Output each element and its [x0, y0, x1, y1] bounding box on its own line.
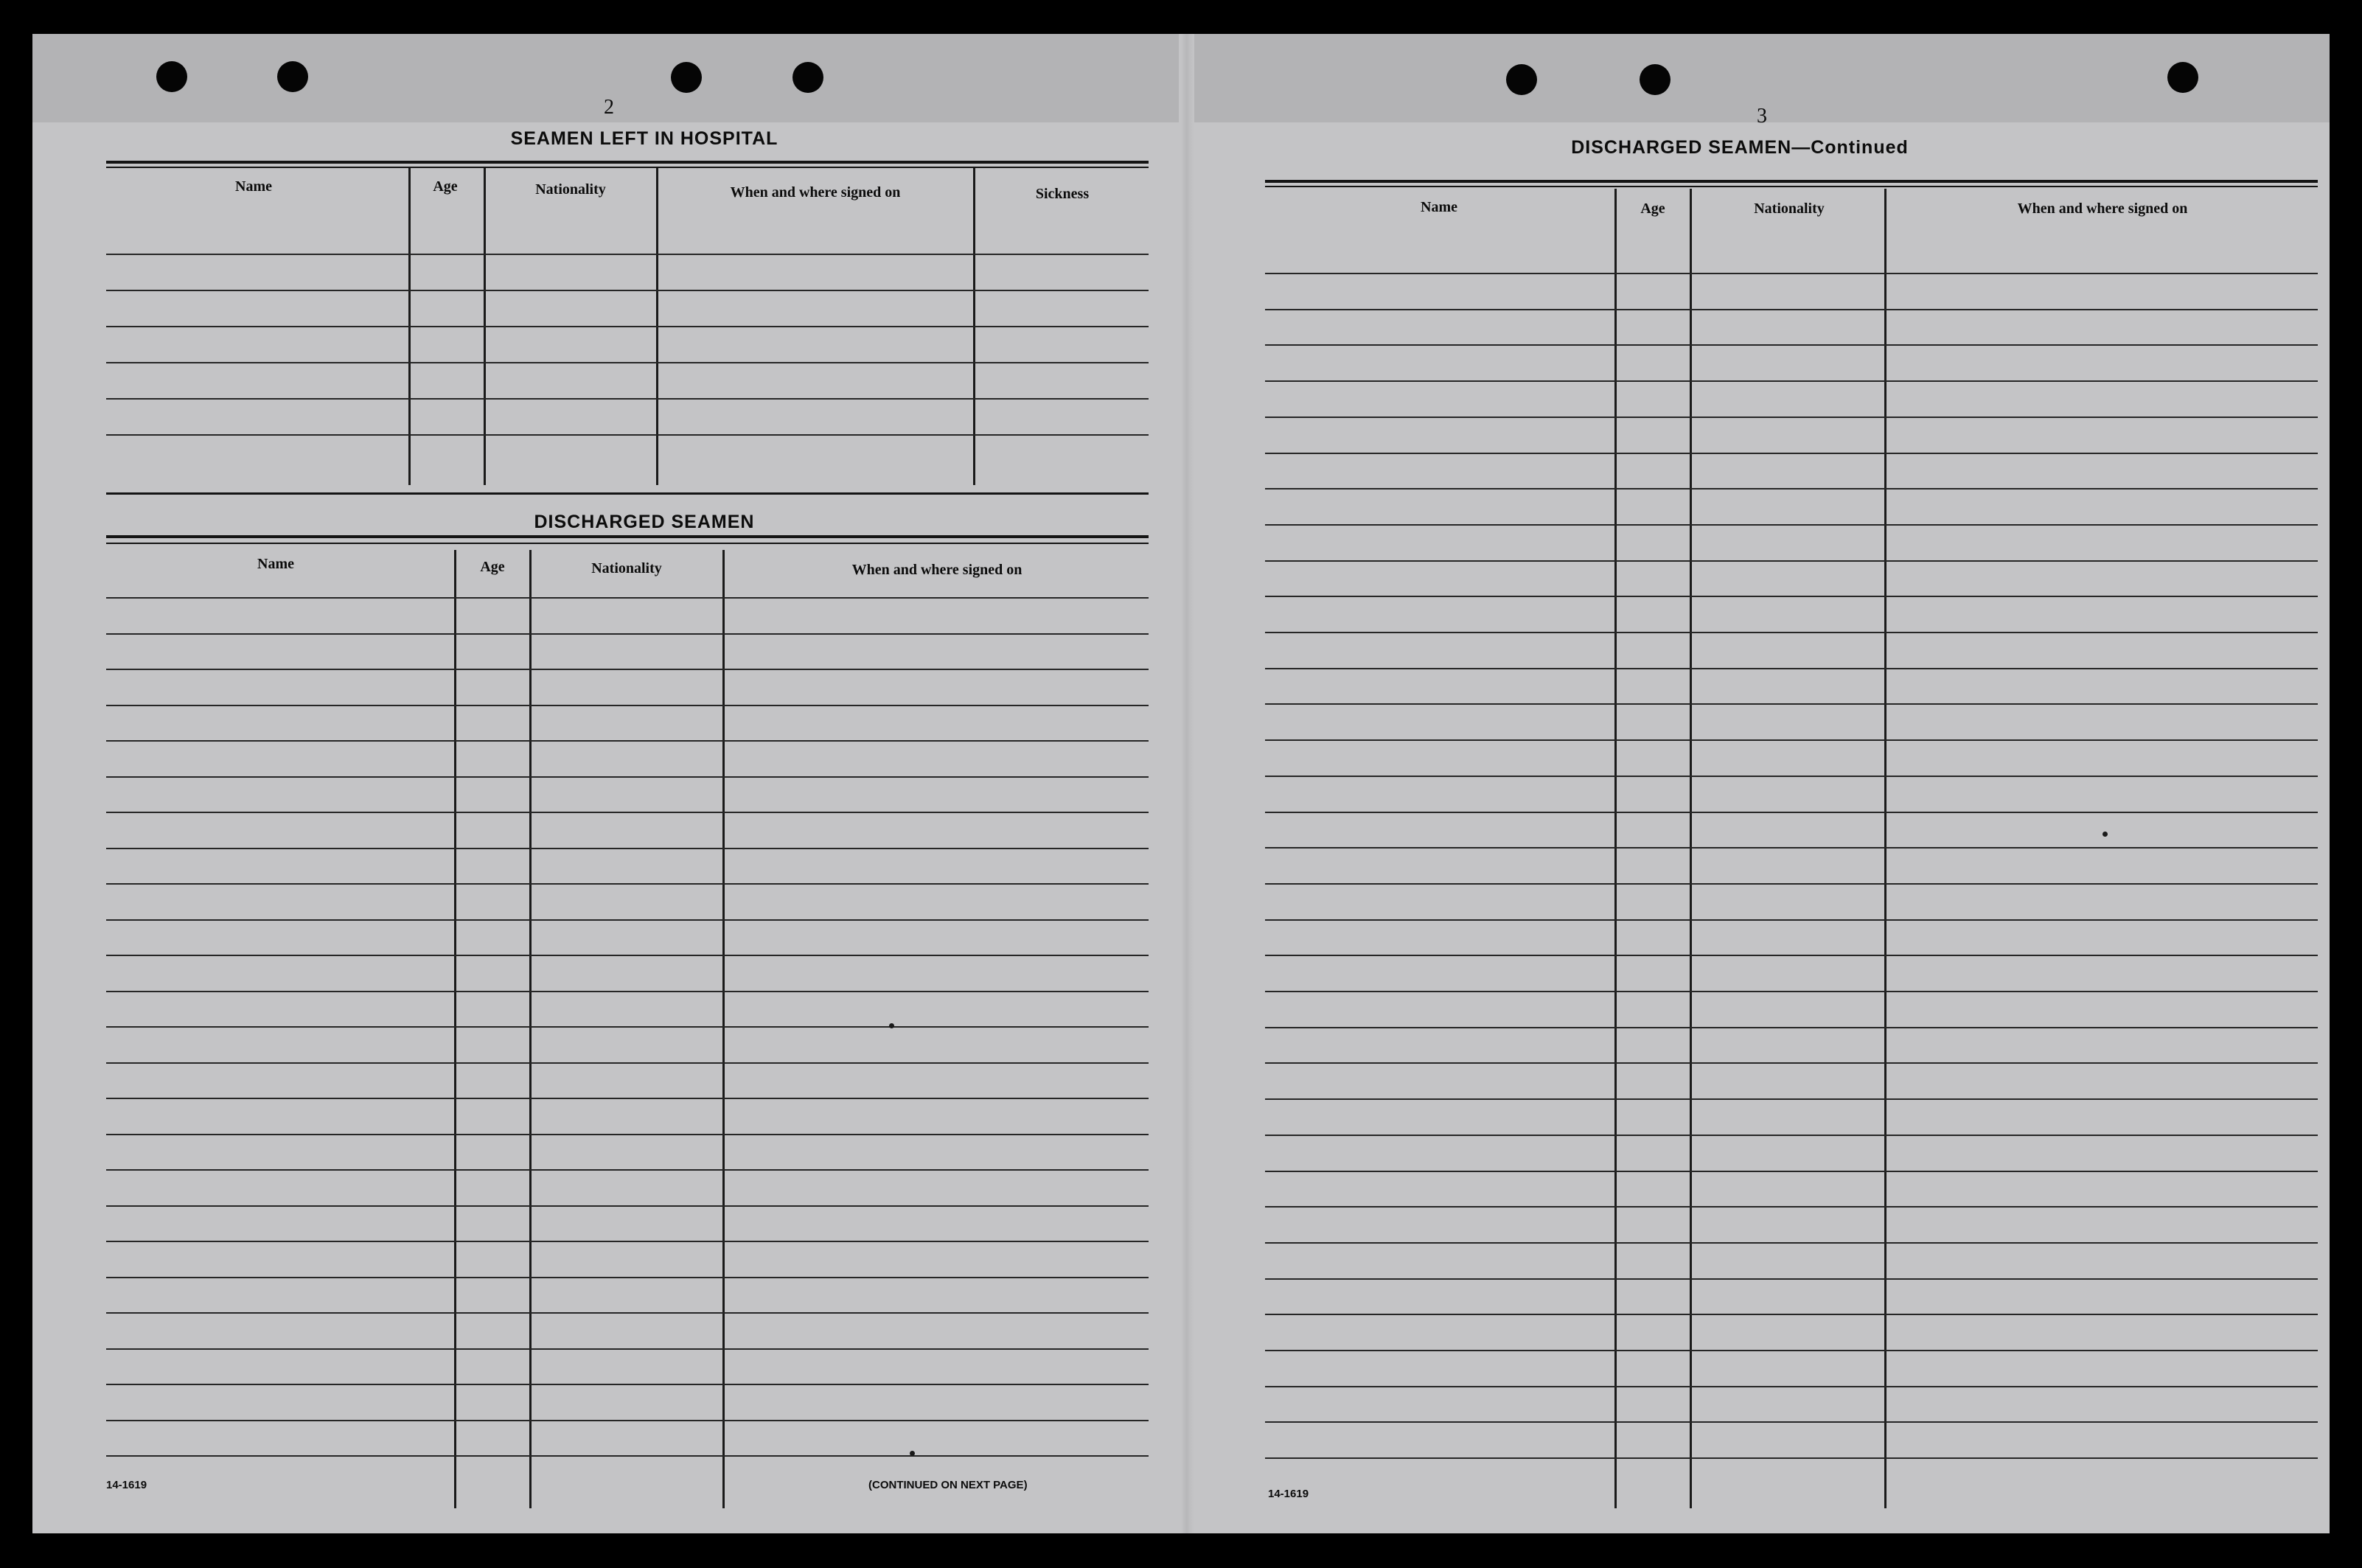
blank-entry-row [106, 1205, 1149, 1207]
blank-entry-row [1265, 524, 2318, 526]
blank-entry-row [1265, 309, 2318, 310]
blank-entry-row [106, 1062, 1149, 1064]
blank-entry-row [1265, 1098, 2318, 1100]
blank-entry-row [106, 1241, 1149, 1242]
discharged-continued-title: DISCHARGED SEAMEN—Continued [1571, 137, 1909, 158]
blank-entry-row [1265, 344, 2318, 346]
ink-speck [2103, 832, 2108, 837]
blank-entry-row [1265, 1062, 2318, 1064]
blank-entry-row [1265, 417, 2318, 418]
blank-entry-row [106, 1312, 1149, 1314]
blank-entry-row [106, 362, 1149, 363]
continued-note: (CONTINUED ON NEXT PAGE) [868, 1479, 1028, 1491]
blank-entry-row [1265, 596, 2318, 597]
blank-entry-row [1265, 1350, 2318, 1351]
col-nationality: Nationality [1754, 201, 1825, 217]
blank-entry-row [106, 1420, 1149, 1421]
blank-entry-row [106, 597, 1149, 599]
blank-entry-row [106, 812, 1149, 813]
blank-entry-row [106, 705, 1149, 706]
page-number: 2 [604, 96, 614, 119]
blank-entry-row [1265, 812, 2318, 813]
blank-entry-row [106, 776, 1149, 778]
blank-entry-row [106, 1169, 1149, 1171]
blank-entry-row [106, 883, 1149, 885]
col-when-where: When and where signed on [2017, 201, 2188, 217]
blank-entry-row [106, 955, 1149, 956]
blank-entry-row [1265, 453, 2318, 454]
blank-entry-row [106, 1277, 1149, 1278]
col-age: Age [480, 559, 505, 575]
col-name: Name [235, 178, 272, 195]
col-nationality: Nationality [535, 181, 606, 198]
blank-entry-row [106, 254, 1149, 255]
blank-entry-row [1265, 1314, 2318, 1315]
hospital-section-title: SEAMEN LEFT IN HOSPITAL [510, 128, 778, 149]
blank-entry-row [106, 1134, 1149, 1135]
blank-entry-row [106, 398, 1149, 400]
blank-entry-row [1265, 991, 2318, 992]
col-sickness: Sickness [1035, 186, 1090, 202]
blank-entry-row [106, 669, 1149, 670]
col-when-where: When and where signed on [851, 562, 1023, 578]
blank-entry-row [1265, 883, 2318, 885]
blank-entry-row [1265, 847, 2318, 849]
blank-entry-row [106, 1348, 1149, 1350]
blank-entry-row [106, 991, 1149, 992]
left-page [32, 34, 1182, 1533]
blank-entry-row [106, 290, 1149, 291]
blank-entry-row [1265, 739, 2318, 741]
blank-entry-row [106, 1026, 1149, 1028]
blank-entry-row [106, 919, 1149, 921]
blank-entry-row [1265, 1206, 2318, 1208]
center-fold [1181, 34, 1194, 1533]
blank-entry-row [1265, 955, 2318, 956]
blank-entry-row [1265, 1421, 2318, 1423]
blank-entry-row [1265, 273, 2318, 274]
blank-entry-row [106, 633, 1149, 635]
blank-entry-row [106, 434, 1149, 436]
blank-entry-row [1265, 1027, 2318, 1028]
blank-entry-row [106, 1098, 1149, 1099]
blank-entry-row [1265, 488, 2318, 489]
blank-entry-row [1265, 776, 2318, 777]
blank-entry-row [1265, 1135, 2318, 1136]
blank-entry-row [1265, 1278, 2318, 1280]
blank-entry-row [1265, 1386, 2318, 1387]
blank-entry-row [1265, 1457, 2318, 1459]
page-number: 3 [1757, 105, 1767, 128]
col-age: Age [1640, 201, 1665, 217]
document-sheet [32, 34, 2330, 1533]
blank-entry-row [106, 848, 1149, 849]
form-number: 14-1619 [1268, 1488, 1309, 1500]
blank-entry-row [106, 326, 1149, 327]
blank-entry-row [1265, 380, 2318, 382]
col-age: Age [433, 178, 458, 195]
ink-speck [889, 1023, 894, 1028]
form-number: 14-1619 [106, 1479, 147, 1491]
blank-entry-row [1265, 560, 2318, 562]
blank-entry-row [1265, 703, 2318, 705]
blank-entry-row [106, 1455, 1149, 1457]
col-nationality: Nationality [591, 560, 662, 576]
blank-entry-row [106, 1384, 1149, 1385]
col-name: Name [1421, 199, 1457, 215]
blank-entry-row [1265, 1242, 2318, 1244]
discharged-section-title: DISCHARGED SEAMEN [534, 512, 755, 532]
col-name: Name [257, 556, 294, 572]
col-when-where: When and where signed on [730, 184, 901, 201]
ink-speck [910, 1451, 915, 1456]
right-page [1194, 34, 2330, 1533]
blank-entry-row [106, 740, 1149, 742]
blank-entry-row [1265, 1171, 2318, 1172]
blank-entry-row [1265, 632, 2318, 633]
blank-entry-row [1265, 668, 2318, 669]
blank-entry-row [1265, 919, 2318, 921]
